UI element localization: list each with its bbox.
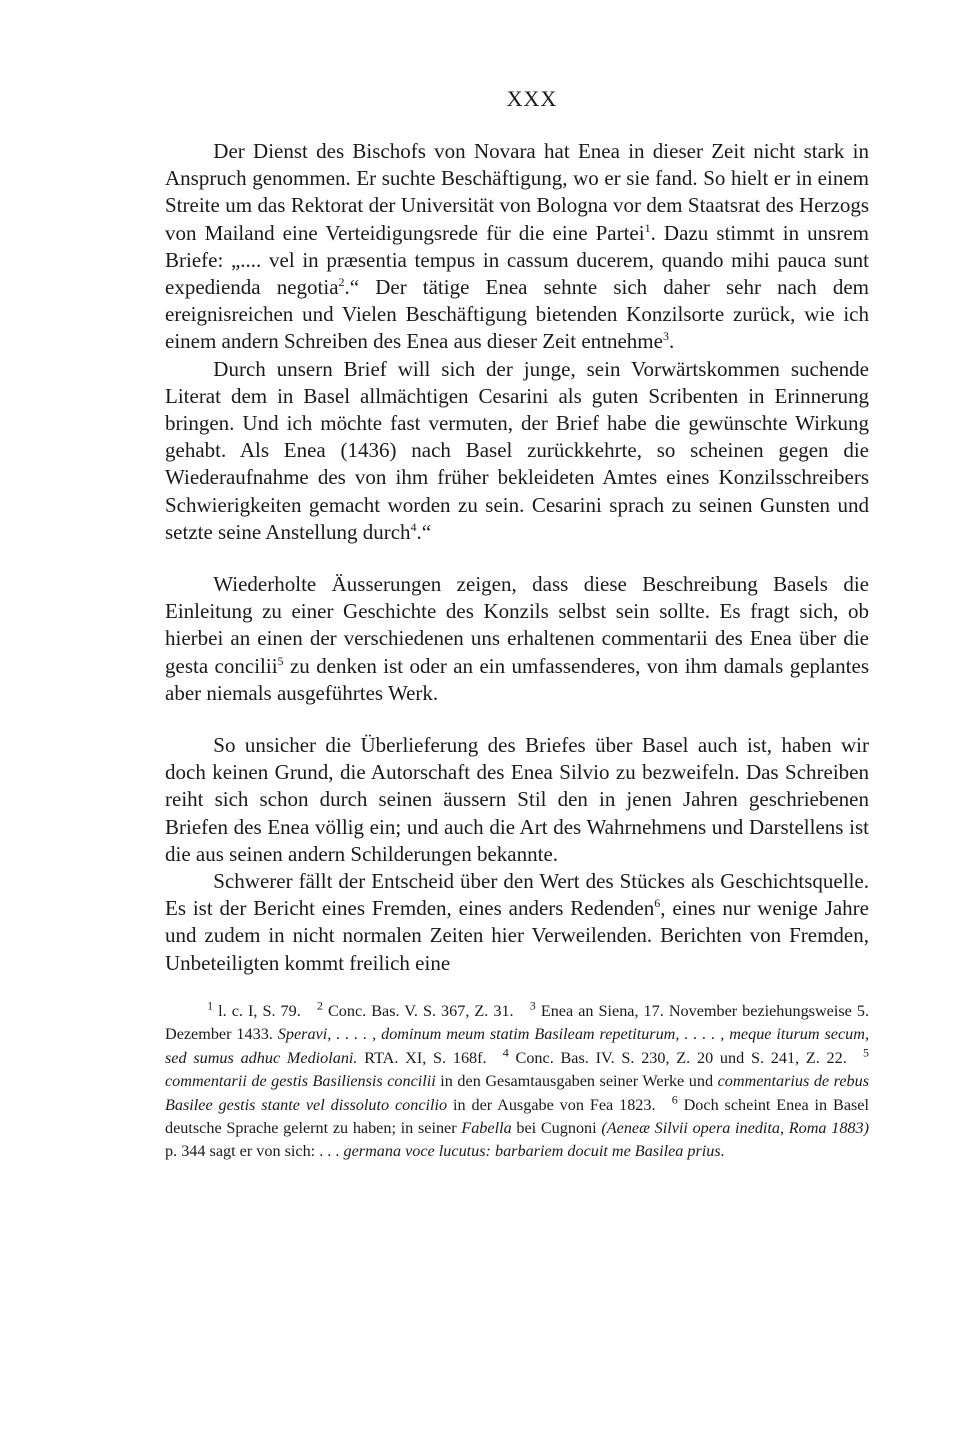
footnote-marker: 6 xyxy=(654,896,661,911)
text-run: Conc. Bas. V. S. 367, Z. 31. xyxy=(322,1001,514,1020)
book-page xyxy=(165,86,869,1164)
footnote xyxy=(502,1045,847,1067)
paragraph xyxy=(165,356,869,546)
text-run: Der Dienst des Bischofs von Novara hat Enea in dieser Zeit nicht stark in Anspruch genommen. Er suchte Beschäftigung, wo er sie fand. So hielt er in einem Streite um das Rektorat der Universität von Bologna vor dem Staatsrat des Herzogs von Mailand eine Verteidigungsrede für die eine Partei xyxy=(165,139,869,245)
italic-text: (Aeneæ Silvii opera inedita, Roma 1883) xyxy=(601,1118,869,1137)
footnote xyxy=(316,998,514,1020)
text-run: Wiederholte Äusserungen zeigen, dass diese Beschreibung Basels die Einleitung zu einer Geschichte des Konzils selbst sein sollte. Es fragt sich, ob hierbei an einen der verschiedenen uns erhaltenen commentarii des Enea über die gesta concilii xyxy=(165,572,869,678)
footnote-marker: 5 xyxy=(862,1045,869,1060)
text-run: in der Ausgabe von Fea 1823. xyxy=(447,1095,656,1114)
text-run: Enea an Siena, 17. November beziehungsweise 5. Dezember 1433. xyxy=(165,1001,870,1044)
footnotes xyxy=(165,1000,869,1164)
italic-text: Speravi, . . . . , dominum meum statim Basileam repetiturum, . . . . , meque iturum secum, sed sumus adhuc Mediolani. xyxy=(165,1025,869,1067)
footnote-marker: 2 xyxy=(338,275,345,290)
text-run: in den Gesamtausgaben seiner Werke und xyxy=(435,1072,718,1091)
footnote-marker: 3 xyxy=(662,329,669,344)
footnote-marker: 1 xyxy=(207,998,214,1013)
main-text xyxy=(165,138,869,977)
text-run: Conc. Bas. IV. S. 230, Z. 20 und S. 241, Z. 22. xyxy=(508,1048,847,1067)
footnote-marker: 6 xyxy=(671,1092,678,1107)
footnote-marker: 5 xyxy=(277,653,284,668)
text-run: .“ Der tätige Enea sehnte sich daher sehr nach dem ereignisreichen und Vielen Beschäftigung bietenden Konzilsorte zurück, wie ich einem andern Schreiben des Enea aus dieser Zeit entnehme xyxy=(165,275,869,354)
footnote-marker: 4 xyxy=(410,519,417,534)
footnote-marker: 1 xyxy=(644,220,651,235)
text-run: .“ xyxy=(416,519,432,544)
text-run: . xyxy=(668,329,675,354)
footnote-marker: 3 xyxy=(529,998,536,1013)
text-run: So unsicher die Überlieferung des Briefes über Basel auch ist, haben wir doch keinen Grund, die Autorschaft des Enea Silvio zu bezweifeln. Das Schreiben reiht sich schon durch seinen äussern Stil den in jenen Jahren geschriebenen Briefen des Enea völlig ein; und auch die Art des Wahrnehmens und Darstellens ist die aus seinen andern Schilderungen bekannte. xyxy=(165,733,869,866)
italic-text: commentarii de gestis Basiliensis concilii xyxy=(165,1072,436,1091)
text-run: l. c. I, S. 79. xyxy=(213,1001,301,1020)
paragraph xyxy=(165,868,869,977)
page-number: XXX xyxy=(506,86,558,111)
text-run: , eines nur wenige Jahre und zudem in nicht normalen Zeiten hier Verweilenden. Berichten von Fremden, Unbeteiligten kommt freilich eine xyxy=(165,896,869,975)
text-run: p. 344 sagt er von sich: . . . xyxy=(165,1142,344,1161)
italic-text: Fabella xyxy=(461,1118,512,1137)
text-run: Durch unsern Brief will sich der junge, sein Vorwärtskommen suchende Literat dem in Basel allmächtigen Cesarini als guten Scribenten in Erinnerung bringen. Und ich möchte fast vermuten, der Brief habe die gewünschte Wirkung gehabt. Als Enea (1436) nach Basel zurückkehrte, so scheinen gegen die Wiederaufnahme des von ihm früher bekleideten Amtes eines Konzilsschreibers Schwierigkeiten gemacht worden zu sein. Cesarini sprach zu seinen Gunsten und setzte seine Anstellung durch xyxy=(165,356,869,544)
paragraph xyxy=(165,138,869,356)
footnote xyxy=(207,998,301,1020)
text-run: bei Cugnoni xyxy=(511,1118,602,1137)
footnote-marker: 4 xyxy=(502,1045,509,1060)
text-run: zu denken ist oder an ein umfassenderes, von ihm damals geplantes aber niemals ausgeführtes Werk. xyxy=(165,653,869,705)
text-run: Schwerer fällt der Entscheid über den Wert des Stückes als Geschichtsquelle. Es ist der Bericht eines Fremden, eines anders Redenden xyxy=(165,869,869,921)
italic-text: germana voce lucutus: barbariem docuit me Basilea prius. xyxy=(343,1142,725,1161)
paragraph xyxy=(165,571,869,707)
footnote-marker: 2 xyxy=(316,998,323,1013)
italic-text: commentarius de rebus Basilee gestis stante vel dissoluto concilio xyxy=(165,1072,869,1114)
text-run: Doch scheint Enea in Basel deutsche Sprache gelernt zu haben; in seiner xyxy=(165,1095,869,1137)
text-run: . Dazu stimmt in unsrem Briefe: „.... vel in præsentia tempus in cassum ducerem, quando mihi pauca sunt expedienda negotia xyxy=(165,220,870,300)
text-run: RTA. XI, S. 168f. xyxy=(357,1048,487,1067)
paragraph xyxy=(165,732,869,868)
